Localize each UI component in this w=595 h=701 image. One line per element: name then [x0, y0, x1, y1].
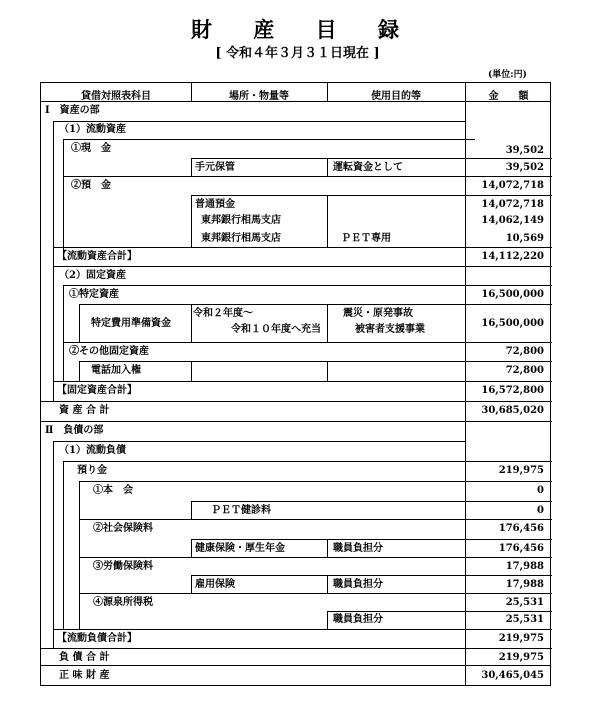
- row-divider: [53, 266, 552, 267]
- current-assets-label: （1）流動資産: [59, 124, 126, 135]
- current-liabilities-label: （1）流動負債: [59, 445, 126, 456]
- row-divider: [41, 665, 550, 666]
- withholding-tax-amount: 25,531: [505, 597, 544, 608]
- indent-line: [53, 333, 54, 401]
- row-divider: [63, 461, 552, 462]
- current-assets-total-amount: 14,112,220: [481, 251, 544, 262]
- cell-divider: [191, 158, 192, 176]
- net-assets-label: 正 味 財 産: [59, 670, 110, 681]
- net-assets-amount: 30,465,045: [481, 670, 544, 681]
- bank2-name: 東邦銀行相馬支店: [201, 233, 281, 244]
- row-divider: [53, 121, 465, 122]
- row-divider: [79, 361, 552, 362]
- deposits-received-label: 預り金: [77, 465, 107, 476]
- bank1-amount: 14,062,149: [481, 215, 544, 226]
- amount-column-divider: [465, 83, 466, 685]
- row-divider: [191, 575, 552, 576]
- specified-fund-period-start: 令和２年度～: [193, 308, 253, 319]
- current-liabilities-total-label: 【流動負債合計】: [57, 633, 137, 644]
- current-assets-total-label: 【流動資産合計】: [57, 251, 137, 262]
- row-divider: [191, 539, 552, 540]
- staff-burden-1: 職員負担分: [333, 543, 383, 554]
- deposit-type: 普通預金: [195, 199, 235, 210]
- pet-checkup-label: ＰＥＴ健診料: [211, 505, 271, 516]
- indent-line: [63, 461, 64, 629]
- bank1-name: 東邦銀行相馬支店: [201, 215, 281, 226]
- cash-amount-detail: 39,502: [505, 162, 544, 173]
- assets-total-label: 資 産 合 計: [59, 405, 110, 416]
- row-divider: [41, 401, 552, 402]
- cell-divider: [191, 361, 192, 381]
- col-header-place: 場所・物量等: [229, 91, 289, 102]
- col-header-purpose: 使用目的等: [371, 91, 421, 102]
- cell-divider: [191, 304, 192, 342]
- cell-divider: [327, 575, 328, 593]
- document-title: 財 産 目 録: [191, 17, 416, 42]
- cell-divider: [327, 158, 328, 176]
- staff-burden-2: 職員負担分: [333, 579, 383, 590]
- row-divider: [79, 519, 552, 520]
- bank2-purpose: ＰＥＴ専用: [341, 233, 391, 244]
- indent-line: [63, 285, 64, 381]
- employment-insurance-label: 雇用保険: [195, 579, 235, 590]
- specified-fund-purpose-1: 震災・原発事故: [343, 308, 413, 319]
- row-divider: [191, 195, 552, 196]
- row-divider: [465, 648, 552, 649]
- row-divider: [79, 304, 552, 305]
- col-header-account: 貸借対照表科目: [81, 91, 151, 102]
- cell-divider: [191, 195, 192, 247]
- specified-fund-period-end: 令和１０年度へ充当: [231, 324, 321, 335]
- cell-divider: [79, 304, 80, 342]
- cell-divider: [191, 539, 192, 557]
- social-insurance-label: ②社会保険料: [93, 523, 153, 534]
- row-divider: [327, 611, 552, 612]
- row-divider: [63, 139, 475, 140]
- col-header-amount: 金 額: [488, 91, 529, 102]
- row-divider: [53, 441, 465, 442]
- row-divider: [191, 501, 552, 502]
- row-divider: [41, 648, 465, 649]
- cell-divider: [191, 501, 192, 519]
- fixed-assets-total-label: 【固定資産合計】: [57, 385, 137, 396]
- fixed-assets-label: （2）固定資産: [59, 270, 126, 281]
- bank2-amount: 10,569: [505, 233, 544, 244]
- main-office-amount: 0: [537, 485, 544, 496]
- labor-insurance-label: ③労働保険料: [93, 561, 153, 572]
- specified-assets-label: ①特定資産: [69, 289, 119, 300]
- deposits-received-amount: 219,975: [498, 465, 544, 476]
- liabilities-total-amount: 219,975: [498, 652, 544, 663]
- header-divider-v: [327, 83, 328, 101]
- row-divider: [79, 593, 552, 594]
- pet-checkup-amount: 0: [537, 505, 544, 516]
- indent-line: [63, 139, 64, 259]
- health-pension-amount: 176,456: [498, 543, 544, 554]
- cash-label: ①現 金: [71, 143, 111, 154]
- unit-label: (単位:円): [488, 70, 527, 80]
- fixed-assets-total-amount: 16,572,800: [481, 385, 544, 396]
- specified-fund-label: 特定費用準備資金: [91, 318, 171, 329]
- cash-amount: 39,502: [505, 145, 544, 156]
- row-divider: [63, 176, 552, 177]
- row-divider: [53, 381, 552, 382]
- indent-line: [53, 121, 54, 333]
- cell-divider: [327, 539, 328, 557]
- specified-assets-amount: 16,500,000: [481, 289, 544, 300]
- phone-right-amount: 72,800: [505, 365, 544, 376]
- specified-fund-purpose-2: 被害者支援事業: [355, 324, 425, 335]
- row-divider: [63, 285, 552, 286]
- labor-insurance-amount: 17,988: [505, 561, 544, 572]
- assets-section-label: Ⅰ 資産の部: [45, 105, 100, 116]
- cash-place: 手元保管: [195, 162, 235, 173]
- main-office-label: ①本 会: [93, 485, 133, 496]
- liabilities-section-label: Ⅱ 負債の部: [45, 425, 104, 436]
- deposit-label: ②預 金: [71, 180, 111, 191]
- indent-line: [79, 481, 80, 629]
- deposit-type-amount: 14,072,718: [481, 199, 544, 210]
- staff-burden-3: 職員負担分: [333, 614, 383, 625]
- withholding-tax-label: ④源泉所得税: [93, 597, 153, 608]
- employment-insurance-amount: 17,988: [505, 579, 544, 590]
- row-divider: [53, 629, 552, 630]
- row-divider: [53, 247, 552, 248]
- liabilities-total-label: 負 債 合 計: [59, 652, 110, 663]
- specified-fund-amount: 16,500,000: [481, 318, 544, 329]
- health-pension-label: 健康保険・厚生年金: [195, 543, 285, 554]
- row-divider: [79, 557, 552, 558]
- cell-divider: [79, 361, 80, 381]
- assets-total-amount: 30,685,020: [481, 405, 544, 416]
- cell-divider: [327, 304, 328, 342]
- as-of-date: [ 令和４年３月３１日現在 ]: [215, 46, 380, 61]
- cell-divider: [191, 575, 192, 593]
- cell-divider: [327, 361, 328, 381]
- current-liabilities-total-amount: 219,975: [498, 633, 544, 644]
- header-divider-v: [191, 83, 192, 101]
- row-divider: [79, 481, 552, 482]
- cell-divider: [327, 195, 328, 247]
- property-inventory-table: [40, 82, 551, 686]
- other-fixed-assets-amount: 72,800: [505, 346, 544, 357]
- cell-divider: [327, 611, 328, 629]
- row-divider: [63, 342, 552, 343]
- other-fixed-assets-label: ②その他固定資産: [69, 346, 149, 357]
- cash-purpose: 運転資金として: [333, 162, 403, 173]
- row-divider: [41, 421, 552, 422]
- phone-right-label: 電話加入権: [91, 365, 141, 376]
- deposit-amount: 14,072,718: [481, 180, 544, 191]
- row-divider: [191, 158, 552, 159]
- indent-line: [53, 441, 54, 648]
- withholding-staff-amount: 25,531: [505, 614, 544, 625]
- social-insurance-amount: 176,456: [498, 523, 544, 534]
